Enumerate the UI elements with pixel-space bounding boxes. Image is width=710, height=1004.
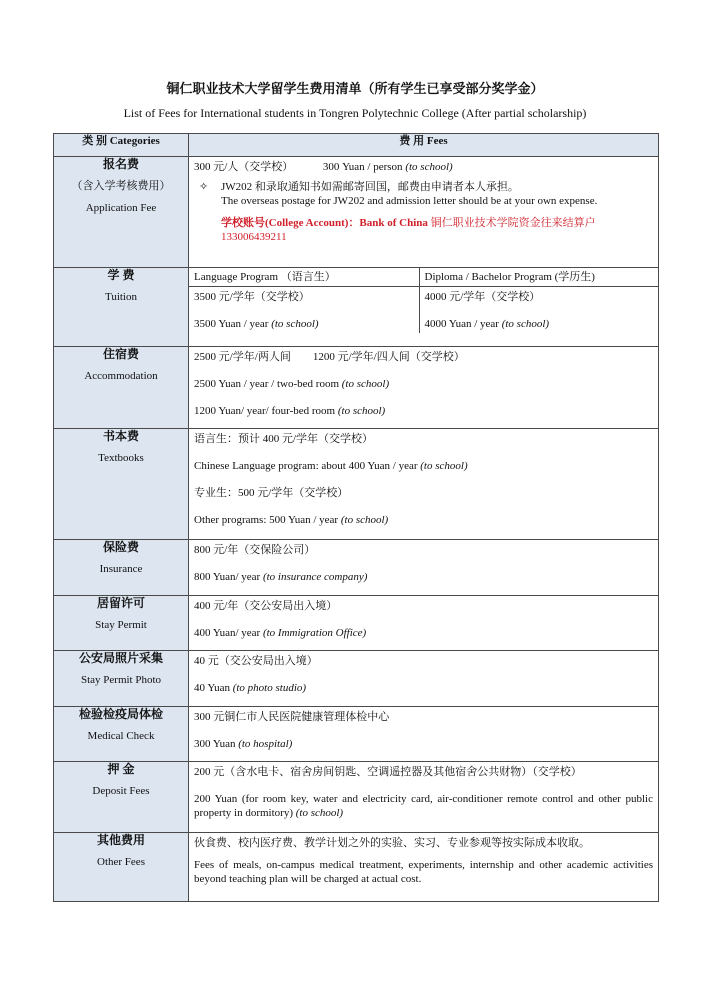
textbooks-other-cn: 专业生：500 元/学年（交学校）	[194, 487, 349, 499]
category-cn: 居留许可	[96, 596, 145, 610]
row-application-fee	[54, 157, 659, 268]
postage-note-en: The overseas postage for JW202 and admission letter should be at your own expense.	[221, 195, 598, 207]
deposit-note: (to school)	[295, 807, 344, 819]
category-en: Deposit Fees	[92, 785, 150, 797]
other-cn: 伙食费、校内医疗费、教学计划之外的实验、实习、专业参观等按实际成本收取。	[194, 837, 590, 849]
diploma-fee-note: (to school)	[501, 318, 550, 330]
stay-permit-en-text: 400 Yuan/ year	[194, 627, 261, 639]
category-accommodation	[54, 347, 189, 429]
category-en: Tuition	[104, 291, 137, 303]
insurance-en-text: 800 Yuan/ year	[194, 571, 261, 583]
category-cn: 其他费用	[96, 833, 145, 847]
row-other-fees	[54, 833, 659, 902]
textbooks-language-en-text: Chinese Language program: about 400 Yuan / year	[194, 460, 418, 472]
header-fees: 费 用 Fees	[189, 134, 659, 157]
row-medical-check	[54, 707, 659, 762]
row-insurance	[54, 540, 659, 596]
header-categories: 类 别 Categories	[54, 134, 189, 157]
category-en: Insurance	[99, 563, 143, 575]
application-price-note: (to school)	[405, 161, 453, 173]
accommodation-cn: 2500 元/学年/两人间 1200 元/学年/四人间（交学校）	[194, 351, 465, 363]
diploma-program-title: Diploma / Bachelor Program (学历生)	[419, 268, 658, 287]
fees-deposit	[189, 762, 659, 833]
tuition-subtable	[189, 268, 658, 333]
category-en: Medical Check	[87, 730, 155, 742]
language-program-fees	[189, 287, 419, 334]
category-en: Accommodation	[84, 370, 158, 382]
category-medical-check	[54, 707, 189, 762]
textbooks-other-en	[194, 513, 653, 527]
category-cn: 押 金	[107, 762, 135, 776]
textbooks-language-en	[194, 459, 653, 473]
insurance-en	[194, 570, 653, 584]
textbooks-language-cn: 语言生：预计 400 元/学年（交学校）	[194, 433, 374, 445]
category-cn: 书本费	[102, 429, 139, 443]
deposit-cn: 200 元（含水电卡、宿舍房间钥匙、空调遥控器及其他宿舍公共财物）（交学校）	[194, 766, 582, 778]
postage-note-cn: JW202 和录取通知书如需邮寄回国，邮费由申请者本人承担。	[221, 181, 519, 193]
row-deposit	[54, 762, 659, 833]
application-price-cn: 300 元/人（交学校）	[194, 161, 294, 173]
category-application-fee	[54, 157, 189, 268]
row-accommodation	[54, 347, 659, 429]
medical-note: (to hospital)	[238, 738, 293, 750]
header-row	[54, 134, 659, 157]
row-tuition	[54, 268, 659, 347]
title-chinese: 铜仁职业技术大学留学生费用清单（所有学生已享受部分奖学金）	[166, 81, 544, 96]
diploma-fee-en-text: 4000 Yuan / year	[424, 318, 499, 330]
language-fee-note: (to school)	[271, 318, 319, 330]
fees-textbooks	[189, 429, 659, 540]
category-en: Stay Permit	[95, 619, 147, 631]
fees-table	[53, 133, 659, 902]
stay-permit-note: (to Immigration Office)	[262, 627, 367, 639]
fees-stay-permit	[189, 596, 659, 651]
fees-accommodation	[189, 347, 659, 429]
fees-tuition	[189, 268, 659, 347]
accommodation-four-bed-note: (to school)	[337, 405, 386, 417]
stay-permit-en	[194, 626, 653, 640]
accommodation-two-bed	[194, 377, 653, 391]
accommodation-two-bed-note: (to school)	[341, 378, 390, 390]
stay-permit-cn: 400 元/年（交公安局出入境）	[194, 600, 338, 612]
row-textbooks	[54, 429, 659, 540]
deposit-en-text: 200 Yuan (for room key, water and electricity card, air-conditioner remote control and other public property in dormitory)	[194, 793, 653, 819]
application-price-en: 300 Yuan / person	[322, 161, 403, 173]
photo-en	[194, 681, 653, 695]
category-cn: 检验检疫局体检	[78, 707, 163, 721]
category-cn: 住宿费	[102, 347, 139, 361]
category-textbooks	[54, 429, 189, 540]
postage-note	[194, 180, 653, 208]
category-sub: （含入学考核费用）	[71, 180, 171, 192]
medical-en-text: 300 Yuan	[194, 738, 236, 750]
category-cn: 公安局照片采集	[78, 651, 163, 665]
category-other-fees	[54, 833, 189, 902]
diploma-fee-en	[425, 317, 654, 331]
fees-medical-check	[189, 707, 659, 762]
medical-cn: 300 元铜仁市人民医院健康管理体检中心	[194, 711, 390, 723]
category-cn: 保险费	[102, 540, 139, 554]
accommodation-two-bed-text: 2500 Yuan / year / two-bed room	[194, 378, 340, 390]
photo-cn: 40 元（交公安局出入境）	[194, 655, 318, 667]
accommodation-four-bed	[194, 404, 653, 418]
category-en: Textbooks	[98, 452, 144, 464]
medical-en	[194, 737, 653, 751]
textbooks-language-note: (to school)	[420, 460, 468, 472]
category-en: Stay Permit Photo	[80, 674, 162, 686]
diploma-program-fees	[419, 287, 658, 334]
account-name: 铜仁职业技术学院资金往来结算户	[430, 217, 596, 229]
insurance-note: (to insurance company)	[262, 571, 368, 583]
accommodation-four-bed-text: 1200 Yuan/ year/ four-bed room	[194, 405, 336, 417]
category-tuition	[54, 268, 189, 347]
textbooks-other-note: (to school)	[340, 514, 389, 526]
fees-insurance	[189, 540, 659, 596]
category-cn: 学 费	[107, 268, 135, 282]
account-number: 133006439211	[221, 231, 287, 243]
language-fee-cn: 3500 元/学年（交学校）	[194, 291, 310, 303]
title-english: List of Fees for International students in Tongren Polytechnic College (After partial scholarship)	[123, 106, 587, 120]
photo-en-text: 40 Yuan	[194, 682, 230, 694]
category-stay-permit	[54, 596, 189, 651]
deposit-en	[194, 792, 653, 820]
row-stay-permit-photo	[54, 651, 659, 707]
language-program-title: Language Program （语言生）	[189, 268, 419, 287]
row-stay-permit	[54, 596, 659, 651]
insurance-cn: 800 元/年（交保险公司）	[194, 544, 316, 556]
language-fee-en	[194, 317, 414, 331]
category-stay-permit-photo	[54, 651, 189, 707]
photo-note: (to photo studio)	[232, 682, 307, 694]
category-en: Application Fee	[85, 202, 157, 214]
fees-other	[189, 833, 659, 902]
other-en: Fees of meals, on-campus medical treatment, experiments, internship and other academic activities beyond teaching plan will be charged at actual cost.	[194, 859, 653, 885]
category-deposit	[54, 762, 189, 833]
language-fee-en-text: 3500 Yuan / year	[194, 318, 269, 330]
category-en: Other Fees	[97, 856, 145, 868]
fees-stay-permit-photo	[189, 651, 659, 707]
category-insurance	[54, 540, 189, 596]
diamond-bullet-icon: ✧	[199, 181, 209, 193]
diploma-fee-cn: 4000 元/学年（交学校）	[424, 291, 541, 303]
category-cn: 报名费	[102, 157, 139, 171]
account-label: 学校账号(College Account)：Bank of China	[221, 217, 428, 229]
fees-application	[189, 157, 659, 268]
textbooks-other-en-text: Other programs: 500 Yuan / year	[194, 514, 339, 526]
college-account	[194, 216, 653, 230]
application-price-line	[194, 160, 653, 174]
